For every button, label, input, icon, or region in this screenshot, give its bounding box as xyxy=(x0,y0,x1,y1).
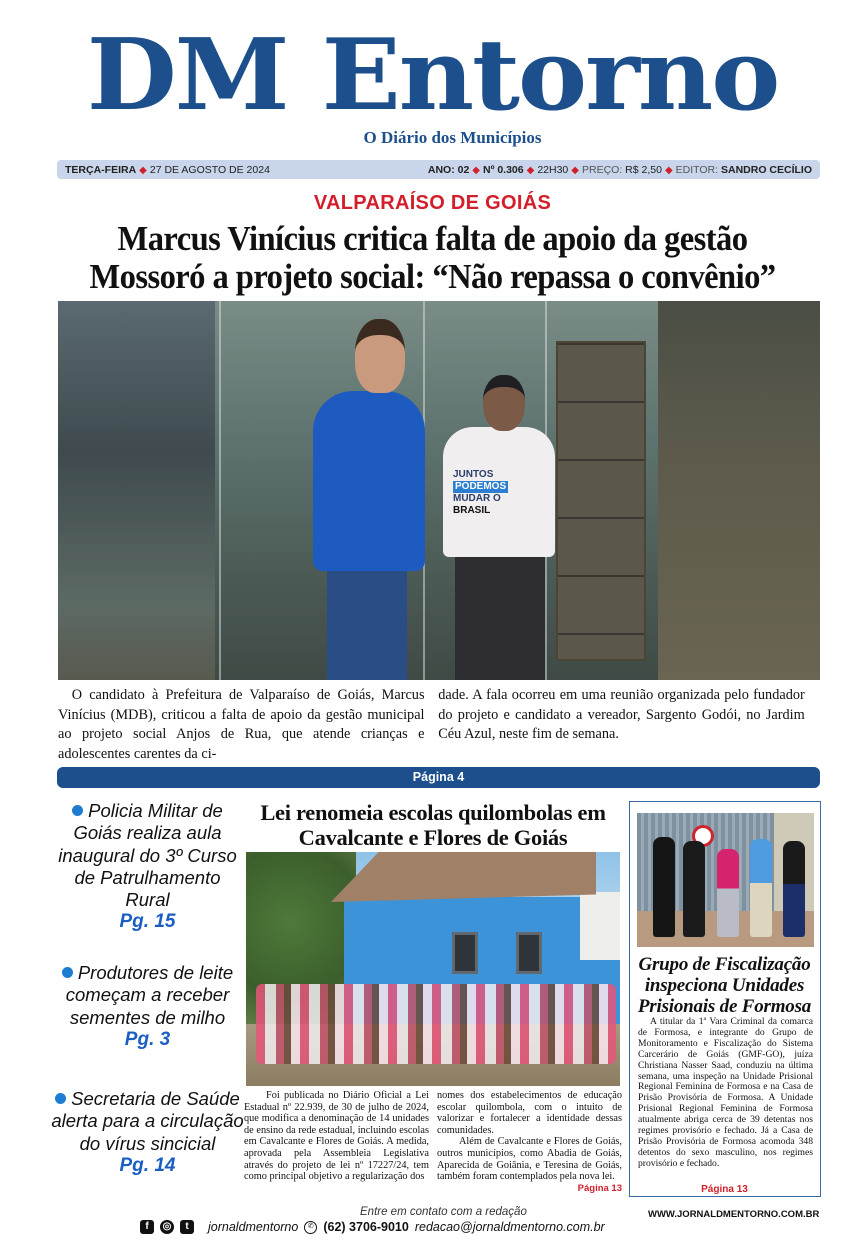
newspaper-logo: DM Entorno xyxy=(86,18,779,133)
school-roof xyxy=(331,852,596,902)
year-label: ANO: 02 xyxy=(427,163,470,176)
editor-label: EDITOR: xyxy=(675,163,719,176)
person-figure xyxy=(750,839,772,937)
school-wall xyxy=(580,892,620,962)
issue-time: 22H30 xyxy=(537,163,569,176)
issue-number: Nº 0.306 xyxy=(483,163,524,176)
lead-body-col2: dade. A fala ocorreu em uma reunião organizada pelo fundador do projeto e candidato a vereador, Sargento Godói, no Jardim Céu Azul, neste fim de semana. xyxy=(438,687,805,742)
twitter-icon[interactable]: t xyxy=(180,1220,194,1234)
bullet-icon xyxy=(55,1093,66,1104)
date-group xyxy=(65,164,270,176)
contact-cta: Entre em contato com a redação xyxy=(360,1206,527,1218)
photo-scene xyxy=(215,301,658,680)
issue-date: 27 DE AGOSTO DE 2024 xyxy=(149,163,270,176)
teaser-page[interactable]: Pg. 14 xyxy=(119,1154,176,1176)
issue-meta-group xyxy=(428,164,812,176)
shelf xyxy=(556,341,646,661)
contact-line xyxy=(140,1220,605,1234)
diamond-separator-icon: ◆ xyxy=(664,164,673,176)
children-circle xyxy=(256,984,616,1064)
school-photo[interactable] xyxy=(246,852,620,1086)
email-link[interactable]: redacao@jornaldmentorno.com.br xyxy=(414,1220,605,1234)
speaker-figure xyxy=(313,391,425,571)
website-link[interactable]: WWW.JORNALDMENTORNO.COM.BR xyxy=(648,1209,820,1220)
inspection-photo[interactable] xyxy=(637,813,814,947)
bullet-icon xyxy=(72,805,83,816)
social-handle[interactable]: jornaldmentorno xyxy=(208,1220,299,1234)
center-body xyxy=(244,1090,622,1194)
person-figure xyxy=(783,841,805,937)
prison-inspection-box xyxy=(629,801,821,1197)
box-body: A titular da 1ª Vara Criminal da comarca de Formosa, e integrante do Grupo de Monitoramento e Fiscalização do Sistema Carcerário de Goiás (GMF-GO), juíza Christiana Nasser Saad, conduziu na última semana, uma inspeção na Unidade Prisional Regional Feminina de Formosa e na Casa de Prisão Provisória de Formosa. A Unidade Prisional Regional Feminina de Formosa atualmente abriga cerca de 39 detentas nos regimes provisório e fechado. Já a Casa de Prisão Provisória de Formosa acomoda 348 detentos do sexo masculino, nos regimes provisório e fechado. xyxy=(638,1016,813,1169)
teaser-item[interactable]: Secretaria de Saúde alerta para a circulação do vírus sincicial Pg. 14 xyxy=(51,1088,244,1176)
teaser-page[interactable]: Pg. 3 xyxy=(124,1028,171,1050)
companion-figure xyxy=(483,375,525,431)
lead-body xyxy=(58,686,805,764)
person-figure xyxy=(653,837,675,937)
window xyxy=(452,932,478,974)
person-figure xyxy=(717,849,739,937)
diamond-separator-icon: ◆ xyxy=(571,164,579,176)
price-label: PREÇO: xyxy=(581,163,623,176)
speaker-figure xyxy=(355,319,405,393)
bullet-icon xyxy=(62,967,73,978)
teaser-item[interactable]: Policia Militar de Goiás realiza aula inaugural do 3º Curso de Patrulhamento Rural Pg. 15 xyxy=(50,800,245,934)
center-headline[interactable]: Lei renomeia escolas quilombolas em Cavalcante e Flores de Goiás xyxy=(260,800,606,850)
diamond-separator-icon: ◆ xyxy=(526,164,535,176)
center-story xyxy=(244,800,622,1194)
weekday: TERÇA-FEIRA xyxy=(65,163,137,176)
window xyxy=(516,932,542,974)
blurred-edge-left xyxy=(58,301,215,680)
price: R$ 2,50 xyxy=(625,163,662,176)
box-headline[interactable]: Grupo de Fiscalização inspeciona Unidades Prisionais de Formosa xyxy=(637,954,812,1017)
lead-body-col1: O candidato à Prefeitura de Valparaíso de Goiás, Marcus Vinícius (MDB), criticou a falta de apoio da gestão municipal ao projeto social Anjos de Rua, que atende crianças e adolescentes carentes da ci- xyxy=(58,687,425,762)
glass-frame xyxy=(219,301,221,680)
center-body-col1: Foi publicada no Diário Oficial a Lei Estadual nº 22.939, de 30 de julho de 2024, que modifica a denominação de 14 unidades de ensino da rede estadual, incluindo escolas em Cavalcante e Flores de Goiás. A medida, aprovada pela Assembleia Legislativa através do projeto de lei nº 17227/24, tem como principal objetivo a regularização dos xyxy=(244,1090,429,1183)
lead-kicker: VALPARAÍSO DE GOIÁS xyxy=(313,192,552,214)
lead-photo[interactable] xyxy=(58,301,820,680)
shirt-slogan: JUNTOS PODEMOS MUDAR O BRASIL xyxy=(453,469,507,516)
blurred-edge-right xyxy=(658,301,820,680)
lead-headline[interactable]: Marcus Vinícius critica falta de apoio da gestão Mossoró a projeto social: “Não repassa o convênio” xyxy=(89,219,776,296)
companion-figure xyxy=(455,557,545,680)
teaser-item[interactable]: Produtores de leite começam a receber sementes de milho Pg. 3 xyxy=(50,962,245,1051)
tagline: O Diário dos Municípios xyxy=(363,128,542,147)
lead-page-reference[interactable]: Página 4 xyxy=(57,767,820,788)
diamond-separator-icon: ◆ xyxy=(139,164,147,176)
box-page-reference[interactable]: Página 13 xyxy=(701,1184,748,1195)
center-body-col2: nomes dos estabelecimentos de educação escolar quilombola, com o intuito de valorizar e fortalecer a identidade dessas comunidades. Além de Cavalcante e Flores de Goiás, outros municípios, como Abadia de Goiás, Aparecida de Goiânia, e Teresina de Goiás, também foram contemplados pela nova lei. Página 13 xyxy=(437,1090,622,1194)
facebook-icon[interactable]: f xyxy=(140,1220,154,1234)
teaser-page[interactable]: Pg. 15 xyxy=(119,911,176,933)
phone-number[interactable]: (62) 3706-9010 xyxy=(323,1220,409,1234)
masthead xyxy=(0,18,865,148)
diamond-separator-icon: ◆ xyxy=(472,164,480,176)
issue-info-bar xyxy=(57,160,820,179)
instagram-icon[interactable]: ◎ xyxy=(160,1220,174,1234)
person-figure xyxy=(683,841,705,937)
center-page-reference[interactable]: Página 13 xyxy=(577,1182,622,1194)
whatsapp-icon: ✆ xyxy=(304,1221,317,1234)
editor-name: SANDRO CECÍLIO xyxy=(720,163,812,176)
speaker-figure xyxy=(327,569,407,680)
